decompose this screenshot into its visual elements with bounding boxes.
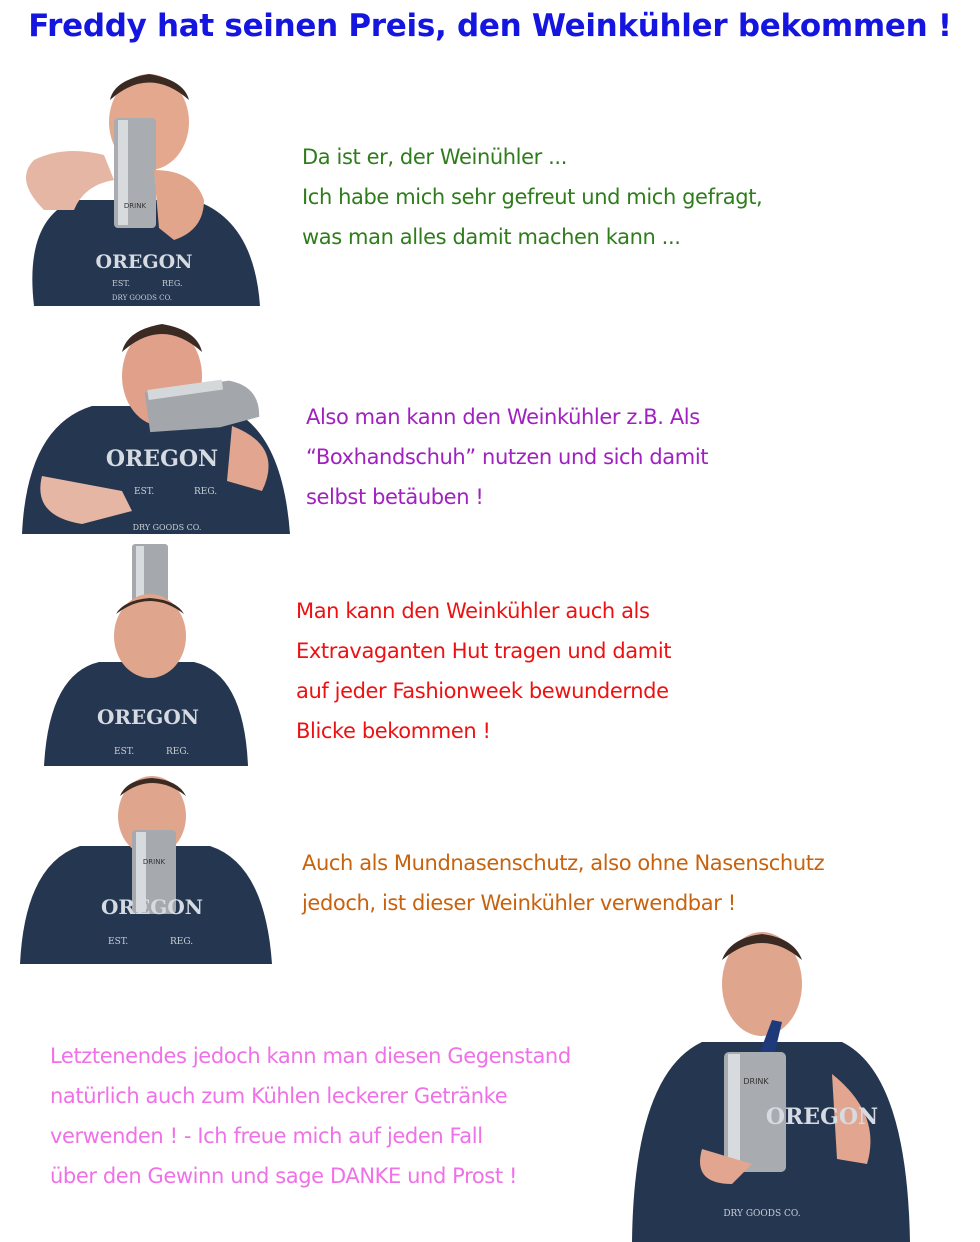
shirt-brand-text: OREGON	[105, 446, 219, 472]
photo-cooler-holding	[4, 60, 266, 306]
shirt-reg-text: REG.	[170, 937, 194, 947]
photo-cooler-with-bottle	[632, 924, 910, 1242]
caption-line: was man alles damit machen kann ...	[302, 225, 681, 249]
caption-3	[296, 591, 671, 751]
shirt-reg-text: REG.	[194, 487, 218, 497]
caption-line: natürlich auch zum Kühlen leckerer Getränke	[50, 1084, 508, 1108]
caption-1	[302, 137, 762, 257]
photo-cooler-boxing-glove	[22, 316, 290, 534]
caption-line: auf jeder Fashionweek bewundernde	[296, 679, 669, 703]
photo-cooler-mouth-cover	[20, 774, 272, 964]
caption-line: Also man kann den Weinkühler z.B. Als	[306, 405, 700, 429]
caption-line: verwenden ! - Ich freue mich auf jeden Fall	[50, 1124, 483, 1148]
shirt-brand-text: OREGON	[100, 895, 204, 919]
shirt-brand-text: OREGON	[96, 705, 200, 729]
shirt-goods-text: DRY GOODS CO.	[111, 294, 173, 302]
caption-line: “Boxhandschuh” nutzen und sich damit	[306, 445, 709, 469]
caption-line: über den Gewinn und sage DANKE und Prost !	[50, 1164, 517, 1188]
shirt-est-text: EST.	[108, 937, 129, 947]
caption-5	[50, 1036, 571, 1196]
caption-line: Ich habe mich sehr gefreut und mich gefragt,	[302, 185, 763, 209]
page-title: Freddy hat seinen Preis, den Weinkühler bekommen !	[28, 8, 952, 44]
caption-line: jedoch, ist dieser Weinkühler verwendbar !	[302, 891, 736, 915]
shirt-goods-text: DRY GOODS CO.	[723, 1209, 801, 1219]
caption-line: Auch als Mundnasenschutz, also ohne Nasenschutz	[302, 851, 825, 875]
cooler-label: DRINK	[123, 202, 147, 210]
shirt-goods-text: DRY GOODS CO.	[132, 523, 202, 532]
caption-2	[306, 397, 708, 517]
cooler-label: DRINK	[142, 858, 166, 866]
shirt-reg-text: REG.	[166, 747, 190, 757]
caption-line: Letztenendes jedoch kann man diesen Gegenstand	[50, 1044, 571, 1068]
caption-line: selbst betäuben !	[306, 485, 484, 509]
cooler-label: DRINK	[743, 1077, 769, 1086]
shirt-brand-text: OREGON	[765, 1104, 879, 1130]
shirt-brand-text: OREGON	[95, 251, 193, 273]
caption-4	[302, 843, 824, 923]
caption-line: Blicke bekommen !	[296, 719, 491, 743]
shirt-reg-text: REG.	[162, 279, 183, 288]
caption-line: Extravaganten Hut tragen und damit	[296, 639, 672, 663]
caption-line: Da ist er, der Weinühler ...	[302, 145, 567, 169]
photo-cooler-hat	[44, 544, 248, 766]
shirt-est-text: EST.	[134, 487, 155, 497]
caption-line: Man kann den Weinkühler auch als	[296, 599, 650, 623]
shirt-est-text: EST.	[112, 279, 131, 288]
shirt-est-text: EST.	[114, 747, 135, 757]
